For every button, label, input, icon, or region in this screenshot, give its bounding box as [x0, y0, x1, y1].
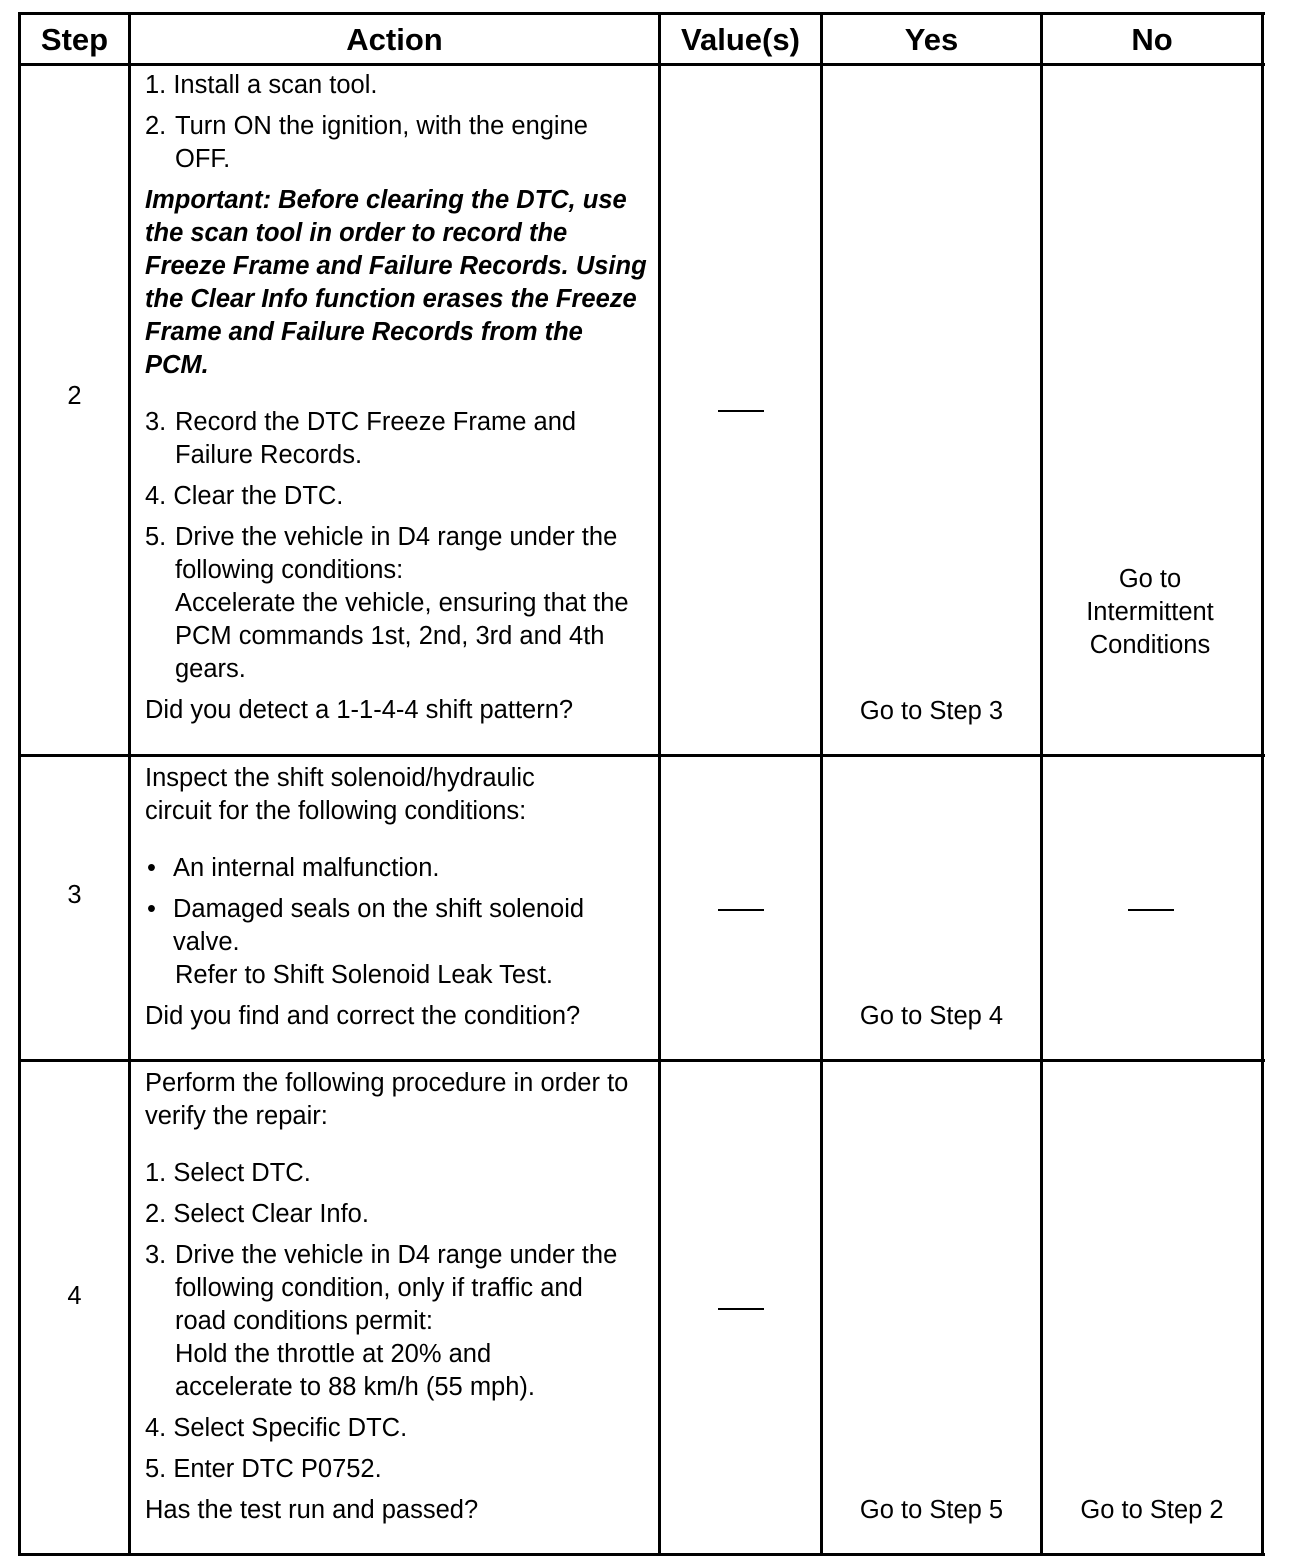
- action-item-text: 2. Select Clear Info.: [145, 1200, 369, 1228]
- column-divider: [18, 12, 21, 1556]
- diagnostic-table: [18, 12, 1265, 1556]
- column-divider: [128, 12, 131, 1556]
- action-item: [145, 1157, 650, 1190]
- action-bullet-text: Damaged seals on the shift solenoid valve.: [173, 895, 585, 956]
- row-divider: [18, 1059, 1265, 1062]
- action-item-number: 3.: [145, 1241, 167, 1269]
- action-subitem: [145, 587, 650, 686]
- action-question: Has the test run and passed?: [145, 1496, 479, 1524]
- bullet-icon: •: [147, 895, 156, 923]
- action-item: [145, 1239, 650, 1338]
- action-item-text: 1. Install a scan tool.: [145, 71, 378, 99]
- action-item-number: 2.: [145, 112, 167, 140]
- action-item-text: 4. Clear the DTC.: [145, 482, 344, 510]
- action-intro: Inspect the shift solenoid/hydraulic circuit for the following conditions:: [145, 764, 535, 825]
- header-yes: Yes: [904, 22, 959, 57]
- action-bullet: [145, 893, 650, 959]
- empty-no-dash: [1128, 909, 1174, 911]
- yes-cell: Go to Step 3: [859, 697, 1004, 725]
- step-number: 4: [67, 1282, 82, 1310]
- row-divider: [18, 754, 1265, 757]
- action-item-text: Drive the vehicle in D4 range under the following condition, only if traffic and road conditions permit:: [175, 1241, 618, 1335]
- header-action: Action: [346, 22, 443, 57]
- action-subitem: [145, 1338, 650, 1404]
- action-item: [145, 110, 650, 176]
- action-item-number: 5.: [145, 523, 167, 551]
- action-subitem: [145, 959, 650, 992]
- action-item: [145, 69, 650, 102]
- action-question: Did you detect a 1-1-4-4 shift pattern?: [145, 696, 574, 724]
- action-intro: Perform the following procedure in order to verify the repair:: [145, 1069, 629, 1130]
- action-item: [145, 1198, 650, 1231]
- bullet-icon: •: [147, 854, 156, 882]
- column-divider: [1261, 12, 1264, 1556]
- action-bullet-text: An internal malfunction.: [173, 854, 440, 882]
- action-item-text: Turn ON the ignition, with the engine OFF.: [175, 112, 588, 173]
- yes-cell: Go to Step 5: [859, 1496, 1004, 1524]
- no-cell: Go to Intermittent Conditions: [1086, 565, 1214, 659]
- header-values: Value(s): [681, 22, 800, 57]
- action-item-text: Drive the vehicle in D4 range under the following conditions:: [175, 523, 618, 584]
- column-divider: [820, 12, 823, 1556]
- empty-value-dash: [718, 1308, 764, 1310]
- header-no: No: [1131, 22, 1173, 57]
- action-item: [145, 1412, 650, 1445]
- step-number: 2: [67, 382, 82, 410]
- action-item: [145, 406, 650, 472]
- action-cell: [145, 762, 650, 1033]
- action-subitem-text: Hold the throttle at 20% and accelerate to 88 km/h (55 mph).: [175, 1340, 536, 1401]
- header-step: Step: [40, 22, 109, 57]
- empty-value-dash: [718, 410, 764, 412]
- action-item-number: 3.: [145, 408, 167, 436]
- action-item: [145, 480, 650, 513]
- action-cell: [145, 1067, 650, 1527]
- action-question: Did you find and correct the condition?: [145, 1002, 581, 1030]
- yes-cell: Go to Step 4: [859, 1002, 1004, 1030]
- action-item-text: 1. Select DTC.: [145, 1159, 311, 1187]
- important-note: Important: Before clearing the DTC, use the scan tool in order to record the Freeze Frame and Failure Records. Using the Clear Info function erases the Freeze Frame and Failure Records from the PCM.: [145, 186, 647, 379]
- no-cell: Go to Step 2: [1080, 1496, 1224, 1524]
- action-subitem-text: Refer to Shift Solenoid Leak Test.: [175, 961, 554, 989]
- step-number: 3: [67, 881, 82, 909]
- action-item: [145, 1453, 650, 1486]
- column-divider: [1040, 12, 1043, 1556]
- action-cell: [145, 69, 650, 727]
- column-divider: [658, 12, 661, 1556]
- action-item-text: 5. Enter DTC P0752.: [145, 1455, 382, 1483]
- action-item-text: Record the DTC Freeze Frame and Failure Records.: [175, 408, 577, 469]
- empty-value-dash: [718, 909, 764, 911]
- action-subitem-text: Accelerate the vehicle, ensuring that the PCM commands 1st, 2nd, 3rd and 4th gears.: [175, 589, 629, 683]
- action-bullet: [145, 852, 650, 885]
- action-item: [145, 521, 650, 587]
- action-item-text: 4. Select Specific DTC.: [145, 1414, 408, 1442]
